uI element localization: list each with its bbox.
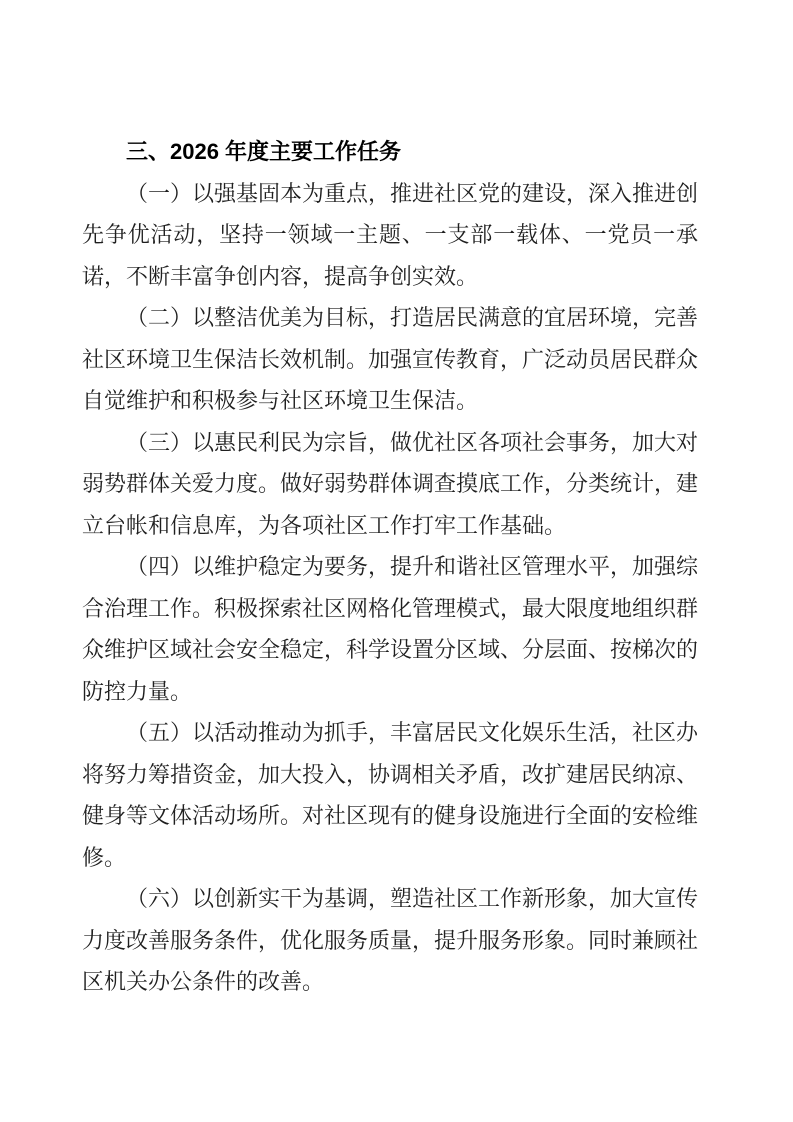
paragraph-4: （四）以维护稳定为要务，提升和谐社区管理水平，加强综合治理工作。积极探索社区网格化管理模式，最大限度地组织群众维护区域社会安全稳定，科学设置分区域、分层面、按梯次的防控力量。 [82, 554, 699, 704]
section-heading: 三、2026 年度主要工作任务 [126, 139, 402, 164]
paragraph-2: （二）以整洁优美为目标，打造居民满意的宜居环境，完善社区环境卫生保洁长效机制。加强宣传教育，广泛动员居民群众自觉维护和积极参与社区环境卫生保洁。 [82, 305, 699, 413]
paragraph-3: （三）以惠民利民为宗旨，做优社区各项社会事务，加大对弱势群体关爱力度。做好弱势群体调查摸底工作，分类统计，建立台帐和信息库，为各项社区工作打牢工作基础。 [82, 429, 699, 538]
paragraph-1: （一）以强基固本为重点，推进社区党的建设，深入推进创先争优活动，坚持一领域一主题、一支部一载体、一党员一承诺，不断丰富争创内容，提高争创实效。 [82, 180, 699, 289]
document-page [82, 131, 698, 1003]
paragraph-5: （五）以活动推动为抓手，丰富居民文化娱乐生活，社区办将努力筹措资金，加大投入，协调相关矛盾，改扩建居民纳凉、健身等文体活动场所。对社区现有的健身设施进行全面的安检维修。 [82, 720, 699, 870]
paragraph-6: （六）以创新实干为基调，塑造社区工作新形象，加大宣传力度改善服务条件，优化服务质量，提升服务形象。同时兼顾社区机关办公条件的改善。 [82, 886, 699, 994]
